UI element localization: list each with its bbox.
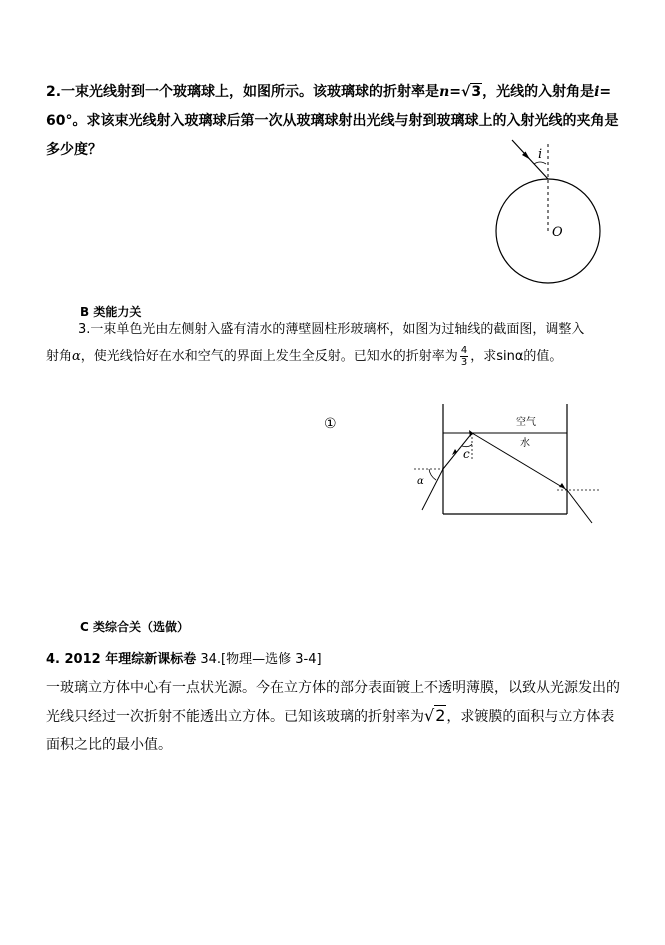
question-4 <box>46 674 626 759</box>
q4-text: 光线只经过一次折射不能透出立方体。已知该玻璃的折射率为 <box>46 709 424 725</box>
equals-sign: = <box>599 84 612 100</box>
q2-line-2: 60°。求该束光线射入玻璃球后第一次从玻璃球射出光线与射到玻璃球上的入射光线的夹角是 <box>46 113 619 129</box>
n-symbol: n <box>439 84 450 100</box>
glass-cup-figure <box>412 402 608 528</box>
q3-text: ，使光线恰好在水和空气的界面上发生全反射。已知水的折射率为 <box>80 349 458 364</box>
label-c: c <box>463 447 470 461</box>
angle-alpha-arc <box>429 469 436 480</box>
i-symbol: i <box>594 84 600 100</box>
sqrt-radicand: 2 <box>435 706 446 725</box>
fraction-numerator: 4 <box>460 345 468 356</box>
exit-ray <box>567 490 592 523</box>
label-air: 空气 <box>516 417 536 428</box>
alpha-symbol: α <box>72 349 81 364</box>
q4-line-1: 一玻璃立方体中心有一点状光源。今在立方体的部分表面镀上不透明薄膜，以致从光源发出的 <box>46 680 620 696</box>
section-b-title: B 类能力关 <box>80 305 142 319</box>
q4-header <box>46 648 322 667</box>
label-o: O <box>552 225 563 240</box>
label-alpha: α <box>417 476 424 487</box>
q4-line-3: 面积之比的最小值。 <box>46 737 172 753</box>
sqrt-2 <box>424 702 446 730</box>
q3-text: 的值。 <box>523 349 563 364</box>
q4-subject: 34.[物理—选修 3-4] <box>196 652 322 667</box>
glass-sphere-figure <box>490 136 612 288</box>
q4-line-2 <box>46 702 626 731</box>
circled-marker: ① <box>324 416 337 432</box>
sqrt-3 <box>461 78 482 107</box>
question-3 <box>46 316 626 370</box>
section-c-title: C 类综合关（选做） <box>80 620 189 634</box>
q4-source: 4. 2012 年理综新课标卷 <box>46 652 197 667</box>
q4-text: ，求镀膜的面积与立方体表 <box>446 709 615 725</box>
sin-alpha: sinα <box>496 349 524 364</box>
q2-text: 2.一束光线射到一个玻璃球上，如图所示。该玻璃球的折射率是 <box>46 84 440 100</box>
fraction-denominator: 3 <box>460 357 468 368</box>
sqrt-radicand: 3 <box>471 84 482 100</box>
q2-line-1 <box>46 78 626 107</box>
label-i: i <box>538 147 543 162</box>
q3-line-1: 3.一束单色光由左侧射入盛有清水的薄壁圆柱形玻璃杯，如图为过轴线的截面图，调整入 <box>78 322 585 337</box>
sqrt-sign: √ <box>424 706 435 725</box>
q3-text: ，求 <box>470 349 497 364</box>
q3-text: 射角 <box>46 349 73 364</box>
equals-sign: = <box>449 84 461 100</box>
q3-line-2 <box>46 343 626 370</box>
label-water: 水 <box>520 438 530 449</box>
sqrt-sign: √ <box>460 84 471 100</box>
incident-ray <box>422 469 443 510</box>
fraction-4-3 <box>460 345 468 368</box>
q2-line-3: 多少度？ <box>46 142 102 158</box>
angle-arc <box>534 162 546 164</box>
q2-text: ，光线的入射角是 <box>482 84 595 100</box>
